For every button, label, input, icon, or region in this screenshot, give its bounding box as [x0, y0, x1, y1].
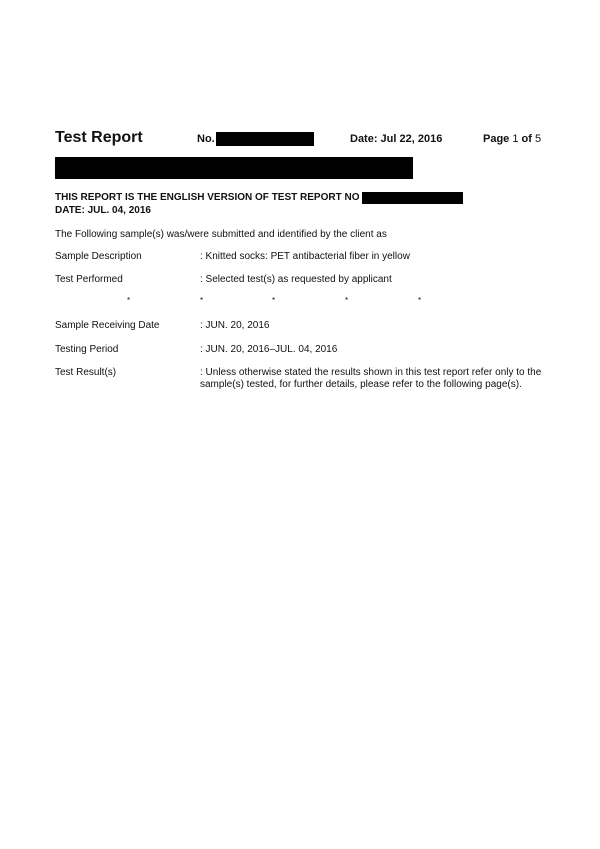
- english-version-date: DATE: JUL. 04, 2016: [55, 205, 151, 216]
- page-current: 1: [512, 133, 519, 145]
- redacted-report-number: [216, 132, 314, 146]
- separator-mark: *: [127, 296, 131, 305]
- sample-description-label: Sample Description: [55, 251, 142, 262]
- redacted-banner: [55, 157, 413, 179]
- separator-mark: *: [345, 296, 349, 305]
- separator-mark: *: [272, 296, 276, 305]
- english-version-statement: THIS REPORT IS THE ENGLISH VERSION OF TEST REPORT NO: [55, 192, 360, 203]
- test-results-value: : Unless otherwise stated the results shown in this test report refer only to the sample(s) tested, for further details, please refer to the following page(s).: [200, 367, 542, 390]
- test-performed-value: : Selected test(s) as requested by applicant: [200, 274, 392, 285]
- page-word: Page: [483, 133, 510, 145]
- testing-period-label: Testing Period: [55, 344, 119, 355]
- page-of: of: [521, 133, 532, 145]
- sample-description-value: : Knitted socks: PET antibacterial fiber in yellow: [200, 251, 410, 262]
- separator-mark: *: [418, 296, 422, 305]
- redacted-original-report-number: [362, 192, 463, 204]
- page-indicator: [483, 133, 541, 145]
- test-performed-label: Test Performed: [55, 274, 123, 285]
- report-title: Test Report: [55, 129, 143, 146]
- report-date: Date: Jul 22, 2016: [350, 133, 443, 145]
- report-number-label: No.: [197, 133, 215, 145]
- testing-period-value: : JUN. 20, 2016–JUL. 04, 2016: [200, 344, 338, 355]
- sample-receiving-date-value: : JUN. 20, 2016: [200, 320, 270, 331]
- sample-receiving-date-label: Sample Receiving Date: [55, 320, 160, 331]
- page-total: 5: [535, 133, 542, 145]
- separator-mark: *: [200, 296, 204, 305]
- test-results-label: Test Result(s): [55, 367, 117, 378]
- intro-text: The Following sample(s) was/were submitted and identified by the client as: [55, 229, 387, 240]
